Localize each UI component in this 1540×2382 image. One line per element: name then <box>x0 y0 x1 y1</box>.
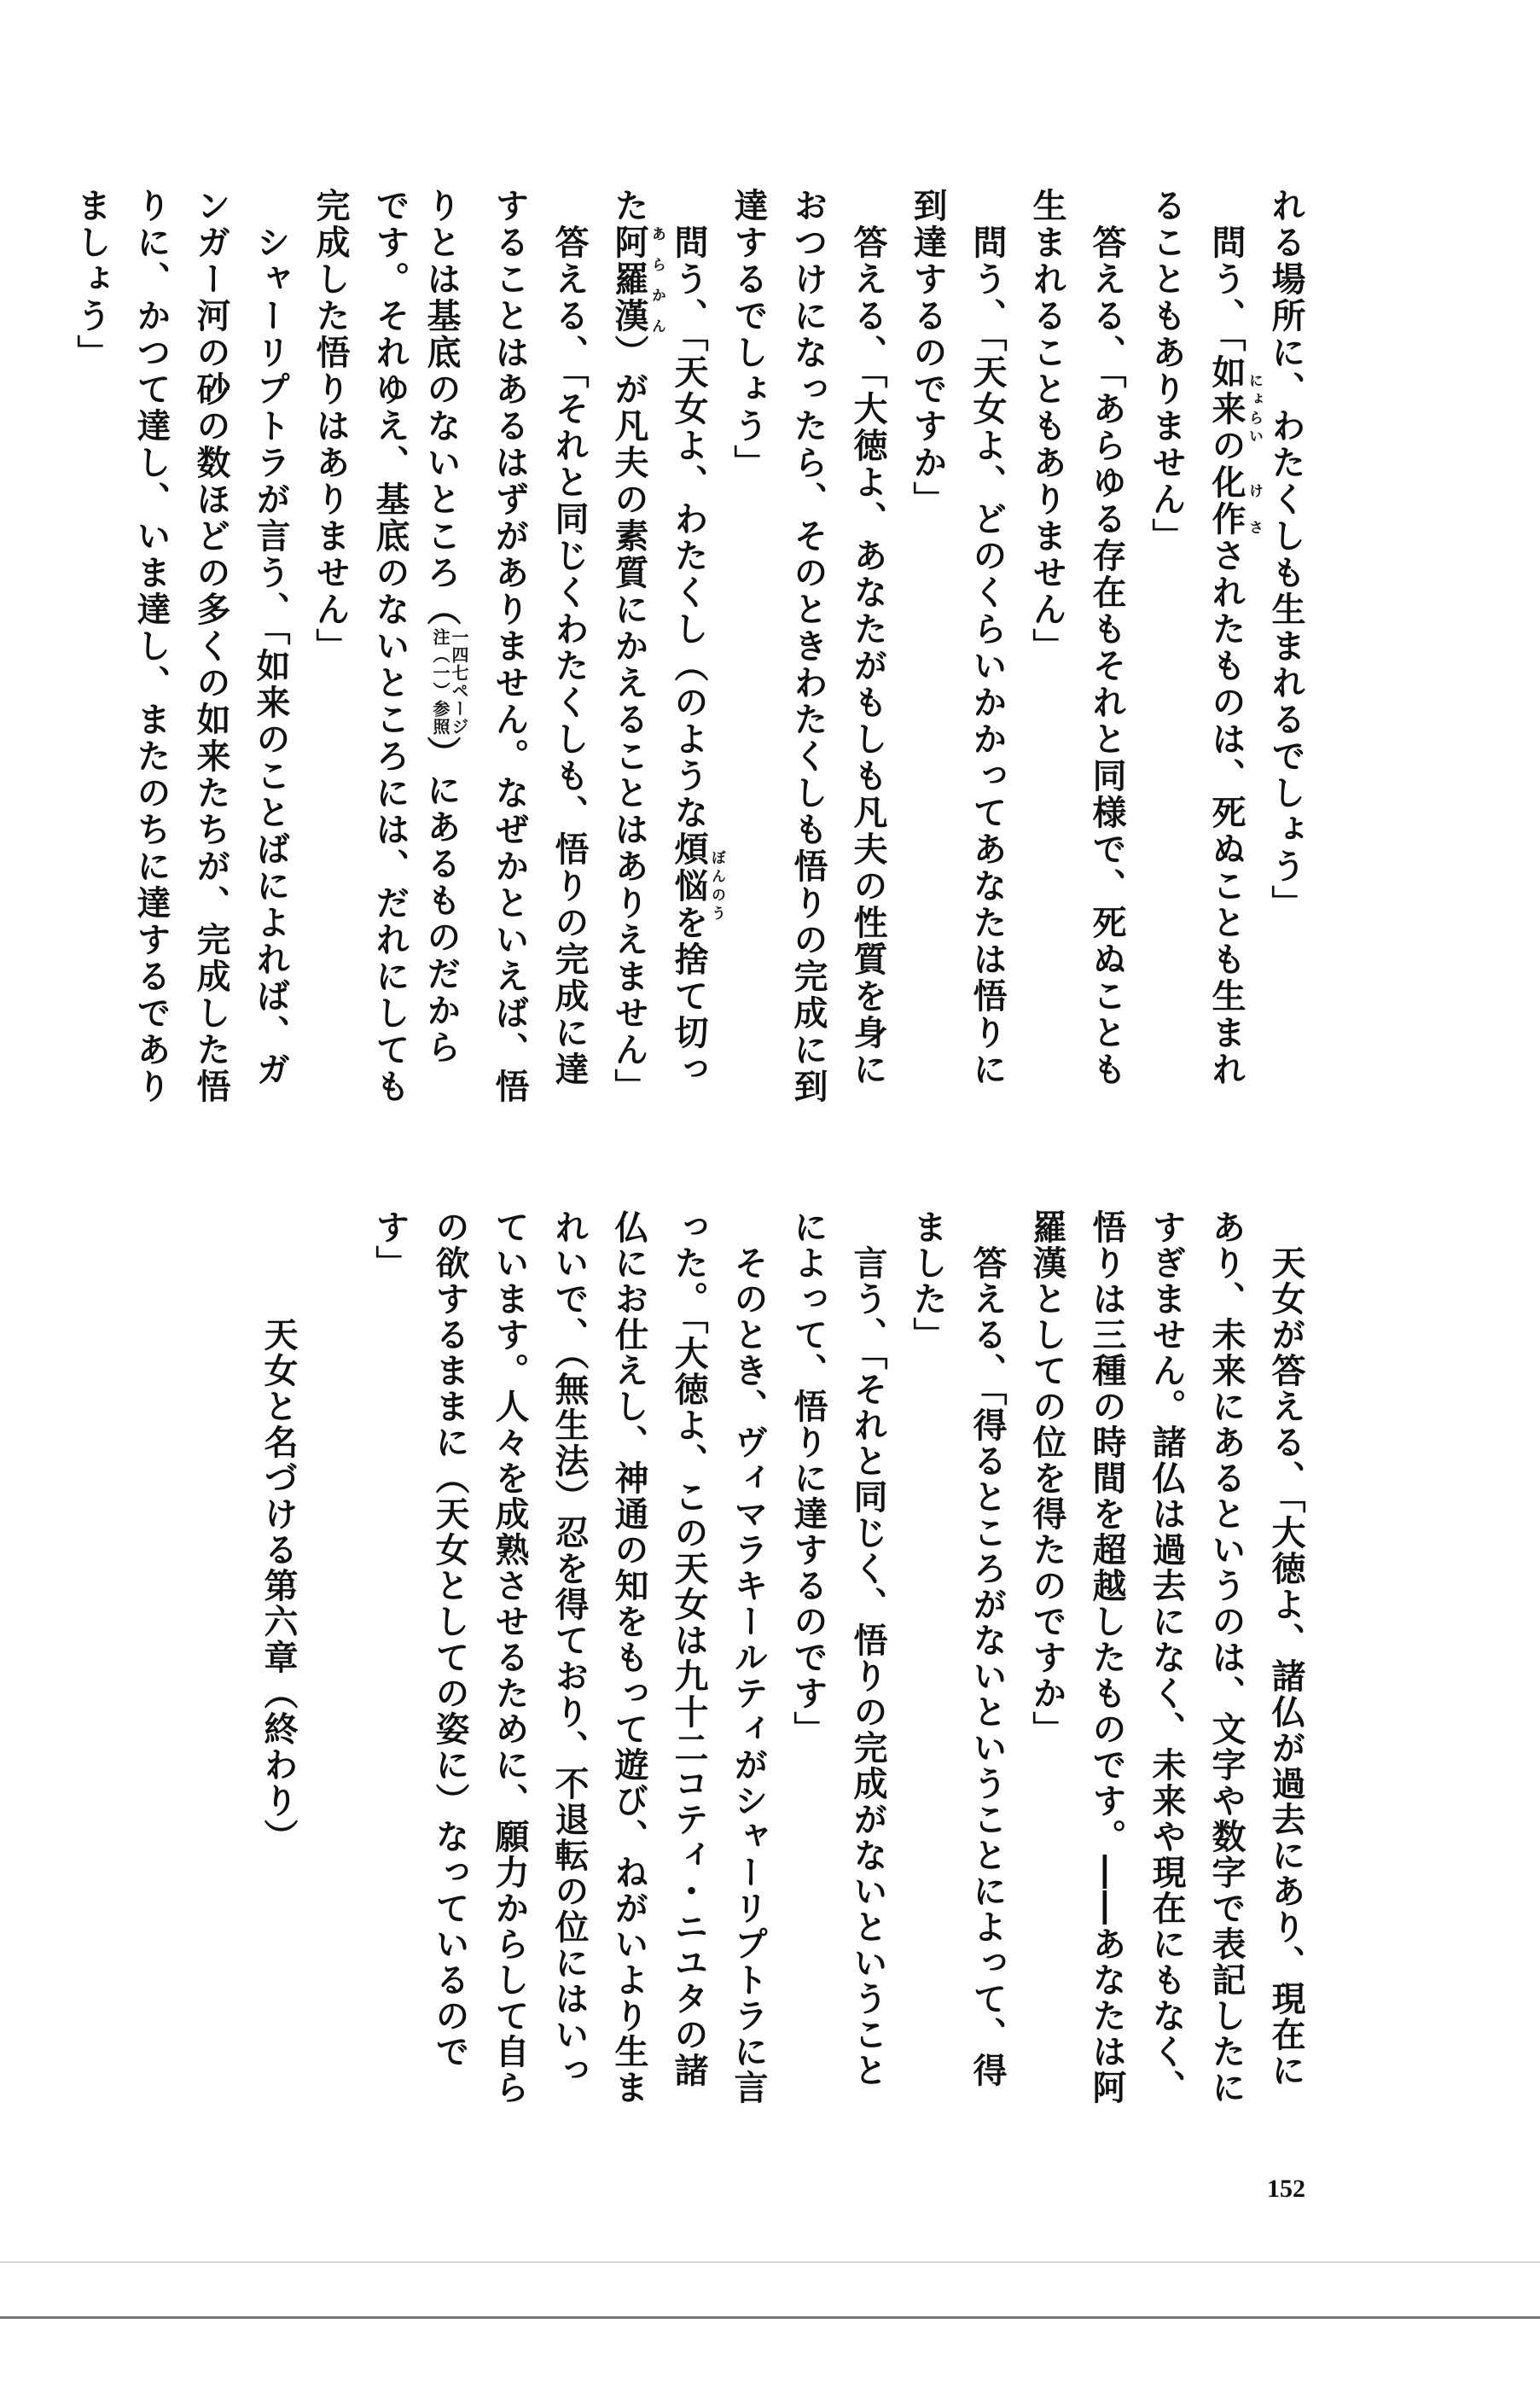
text-column <box>729 1245 767 2105</box>
furigana: け <box>1246 483 1263 498</box>
column-text: することはあるはずがありません。なぜかといえば、悟 <box>490 188 530 1105</box>
column-text: 答える、「それと同じくわたくしも、悟りの完成に達 <box>549 224 590 1088</box>
column-text: そのとき、ヴィマラキールティがシャーリプトラに言 <box>729 1245 769 2105</box>
column-text: ました」 <box>908 1209 948 1353</box>
text-column <box>311 188 349 665</box>
text-column <box>610 1209 648 2105</box>
column-text: りに、かつて達し、いま達し、またのちに達するであり <box>131 188 171 1105</box>
text-column <box>371 188 409 1105</box>
column-text: りとは基底のないところ（ <box>421 188 462 628</box>
text-column <box>789 1209 827 1747</box>
text-column <box>421 188 469 1066</box>
column-text: 問う、「如来の化作されたものは、死ぬことも生まれ <box>1206 224 1247 1088</box>
text-column <box>371 1209 409 1281</box>
column-text: シャーリプトラが言う、「如来のことばによれば、ガ <box>251 224 291 1088</box>
column-text: 問う、「天女よ、わたくし（のような煩悩を捨て切っ <box>669 224 709 1088</box>
text-column <box>729 188 767 481</box>
column-text: 言う、「それと同じく、悟りの完成がないということ <box>848 1245 888 2088</box>
page-number: 152 <box>1267 2175 1305 2203</box>
text-column <box>1148 188 1185 555</box>
text-column <box>1028 1209 1066 1747</box>
column-text: 天女が答える、「大徳よ、諸仏が過去にあり、現在に <box>1266 1245 1306 2088</box>
text-column <box>1267 188 1305 922</box>
column-text: れいで、（無生法）忍を得ており、不退転の位にはいっ <box>549 1209 590 2088</box>
column-text: ています。人々を成熟させるために、願力からして自ら <box>490 1209 530 2105</box>
column-text: った。「大徳よ、この天女は九十二コティ・ニユタの諸 <box>669 1209 709 2088</box>
scan-edge-line <box>0 2262 1540 2263</box>
column-text: れる場所に、わたくしも生まれるでしょう」 <box>1266 188 1306 922</box>
column-text: 完成した悟りはありません」 <box>311 188 351 665</box>
column-text: の欲するままに（天女としての姿に）なっているので <box>430 1209 470 2070</box>
text-column <box>132 188 170 1105</box>
column-text: 到達するのですか」 <box>908 188 948 518</box>
column-text: ることもありません」 <box>1147 188 1187 555</box>
furigana: あらかん <box>648 226 665 333</box>
text-column <box>670 1209 707 2088</box>
column-text: 羅漢としての位を得たのですか」 <box>1027 1209 1067 1747</box>
inline-note-line: 注（一）参照 <box>430 628 450 736</box>
text-column <box>968 1245 1006 2088</box>
furigana: さ <box>1246 520 1263 534</box>
column-text: す」 <box>370 1209 410 1281</box>
inline-note <box>431 628 468 736</box>
text-column <box>550 1209 588 2088</box>
text-column <box>670 224 707 1088</box>
text-column <box>491 1209 528 2105</box>
furigana: にょらい <box>1246 373 1263 443</box>
text-column <box>610 188 648 1105</box>
text-column <box>1088 224 1125 1088</box>
text-column <box>1207 1209 1245 2105</box>
text-column <box>252 224 289 1088</box>
column-text: 仏にお仕えし、神通の知をもって遊び、ねがいより生ま <box>609 1209 649 2105</box>
text-column <box>550 224 588 1088</box>
column-text: 問う、「天女よ、どのくらいかかってあなたは悟りに <box>968 224 1008 1088</box>
text-column <box>491 188 528 1105</box>
text-column <box>968 224 1006 1088</box>
column-text: 悟りは三種の時間を超越したものです。――あなたは阿 <box>1087 1209 1127 2105</box>
furigana: ぼんのう <box>708 850 725 920</box>
text-column <box>73 188 110 371</box>
text-column <box>1088 1209 1125 2105</box>
chapter-end-heading: 天女と名づける第六章（終わり） <box>259 1317 299 1855</box>
column-text: あり、未来にあるというのは、文字や数字で表記したに <box>1206 1209 1247 2105</box>
column-text: 生まれることもありません」 <box>1027 188 1067 665</box>
column-text: です。それゆえ、基底のないところには、だれにしても <box>370 188 410 1105</box>
text-column <box>1028 188 1066 665</box>
column-text: 達するでしょう」 <box>729 188 769 481</box>
column-text: 答える、「あらゆる存在もそれと同様で、死ぬことも <box>1087 224 1127 1088</box>
text-column <box>909 1209 946 1353</box>
text-column <box>849 224 886 1088</box>
column-text: ましょう」 <box>72 188 112 371</box>
text-column <box>1267 1245 1305 2088</box>
column-text: た阿羅漢）が凡夫の素質にかえることはありえません」 <box>609 188 649 1105</box>
text-column <box>909 188 946 518</box>
column-text: ンガー河の砂の数ほどの多くの如来たちが、完成した悟 <box>191 188 231 1105</box>
column-text: 答える、「大徳よ、あなたがもしも凡夫の性質を身に <box>848 224 888 1088</box>
column-text: すぎません。諸仏は過去になく、未来や現在にもなく、 <box>1147 1209 1187 2105</box>
text-column <box>431 1209 468 2070</box>
text-column <box>789 188 827 1105</box>
text-column <box>192 188 230 1105</box>
scan-bottom-edge <box>0 2316 1540 2319</box>
text-column <box>1148 1209 1185 2105</box>
text-column <box>1207 224 1245 1088</box>
column-text: おつけになったら、そのときわたくしも悟りの完成に到 <box>788 188 828 1105</box>
inline-note-line: 一四七ページ <box>449 628 469 736</box>
text-column <box>849 1245 886 2088</box>
column-text-after-note: ）にあるものだから <box>421 736 462 1066</box>
column-text: 答える、「得るところがないということによって、得 <box>968 1245 1008 2088</box>
column-text: によって、悟りに達するのです」 <box>788 1209 828 1747</box>
